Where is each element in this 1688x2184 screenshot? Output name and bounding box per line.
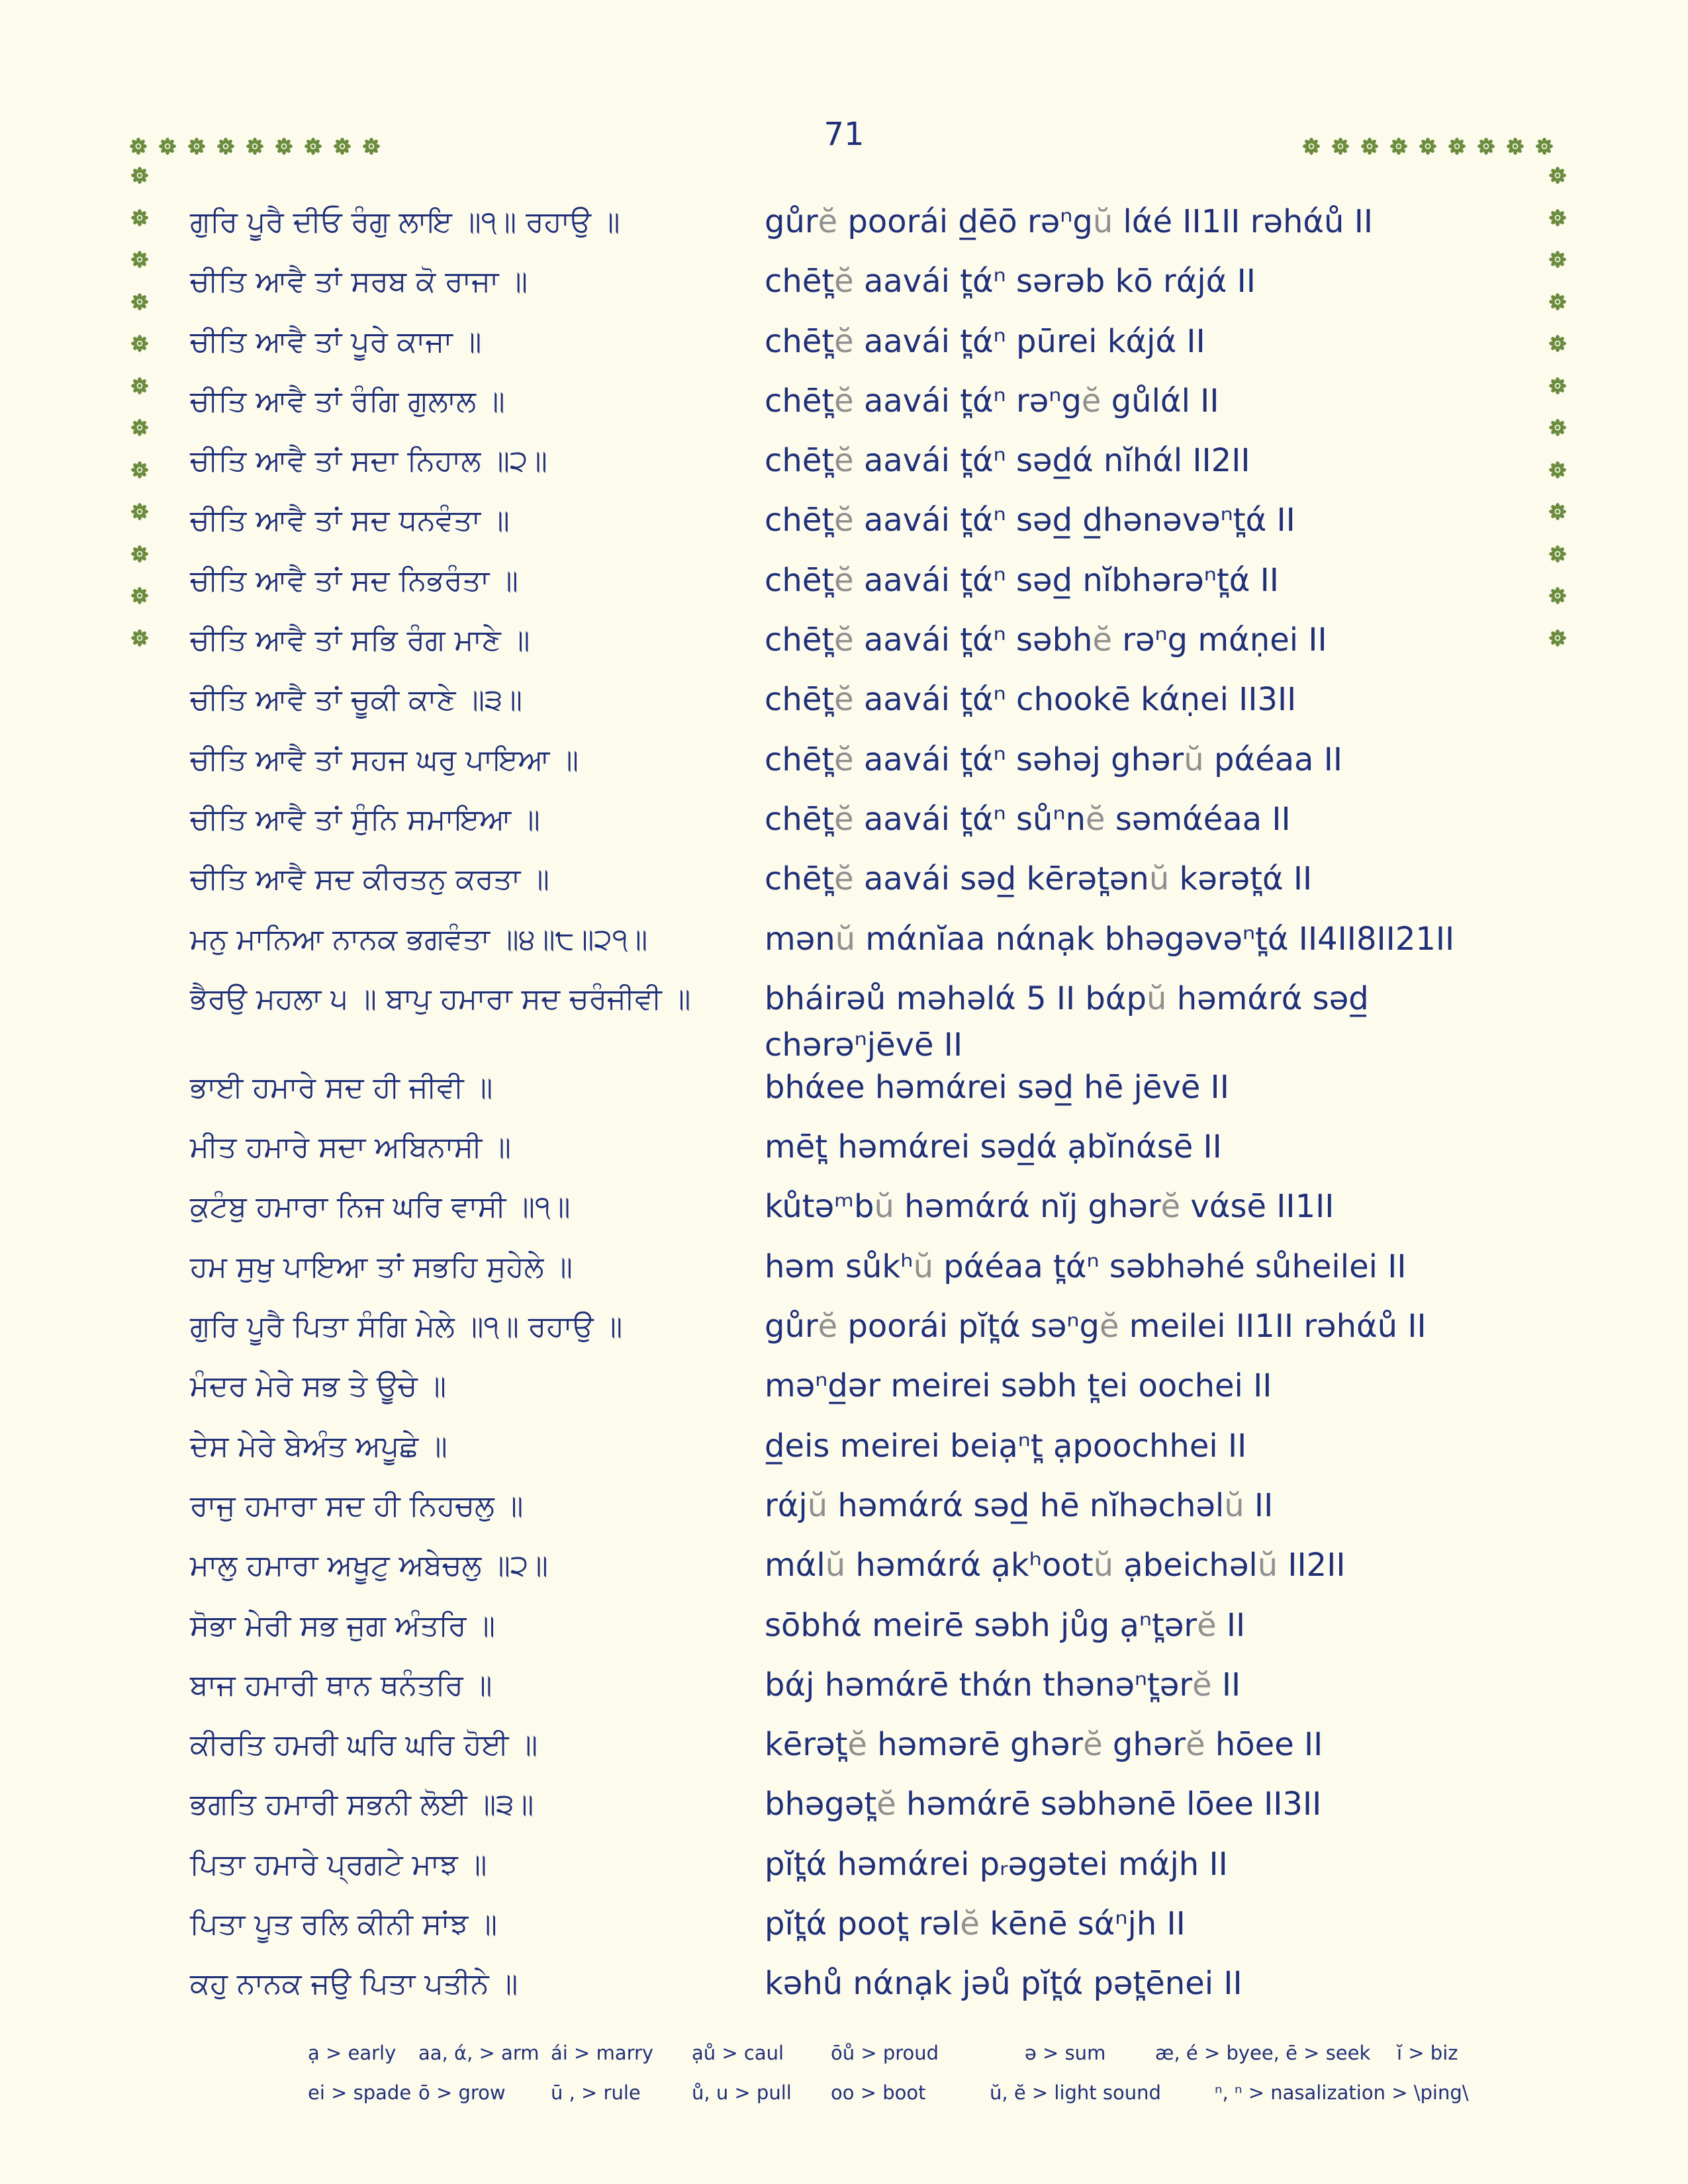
light-vowel: ĕ (834, 263, 854, 300)
light-vowel: ĕ (834, 561, 854, 599)
translit-segment: mēt̪ həmάrei səd̲ά ạbĭnάsē II (765, 1128, 1222, 1166)
light-vowel: ĕ (1186, 1726, 1205, 1764)
light-vowel: ŭ (1093, 1547, 1113, 1584)
transliteration-line (765, 1662, 1526, 1708)
legend-item: ái > marry (551, 2042, 654, 2064)
gurmukhi-line: ਚੀਤਿ ਆਵੈ ਤਾਂ ਰੰਗਿ ਗੁਲਾਲ ॥ (190, 384, 505, 418)
translit-segment: pĭt̪ά həmάrei pᵣəgətei mάjh II (765, 1845, 1228, 1883)
translit-segment: gůr (765, 1308, 818, 1345)
gurmukhi-line: ਮੰਦਰ ਮੇਰੇ ਸਭ ਤੇ ਊਚੇ ॥ (190, 1369, 447, 1404)
verse-row (0, 1662, 1688, 1721)
transliteration-line (765, 916, 1526, 962)
legend-item: æ, é > bye (1155, 2042, 1262, 2064)
transliteration-line (765, 318, 1526, 365)
translit-segment: gůr (765, 203, 818, 240)
verse-row (0, 1124, 1688, 1183)
transliteration-line (765, 1303, 1526, 1349)
light-vowel: ŭ (1257, 1547, 1278, 1584)
translit-segment: həmάrē səbhənē lōee II3II (896, 1786, 1322, 1823)
verse-row (0, 1423, 1688, 1482)
verse-row (0, 258, 1688, 318)
translit-segment: chēt̪ (765, 263, 835, 300)
light-vowel: ĕ (818, 1308, 838, 1345)
transliteration-line (765, 1423, 1526, 1469)
legend-item: ōů > proud (831, 2042, 939, 2064)
flower-ornament-icon (1419, 138, 1448, 167)
translit-segment: aavái t̪άⁿ səd̲ nĭbhərəⁿt̪ά II (853, 561, 1279, 599)
legend-item: ŭ, ĕ > light sound (990, 2081, 1161, 2104)
translit-segment: aavái t̪άⁿ chookē kάṇei II3II (853, 681, 1297, 719)
transliteration-line (765, 1244, 1526, 1290)
legend-item: ə > sum (1025, 2042, 1106, 2064)
verse-row (0, 1244, 1688, 1303)
translit-segment: chēt̪ (765, 681, 835, 719)
verse-row (0, 1183, 1688, 1243)
light-vowel: ŭ (1224, 1486, 1244, 1524)
flower-ornament-icon (217, 138, 246, 167)
verse-row (0, 497, 1688, 557)
translit-segment: aavái t̪άⁿ pūrei kάjά II (853, 322, 1205, 360)
light-vowel: ĕ (1081, 382, 1102, 420)
gurmukhi-line: ਗੁਰਿ ਪੂਰੈ ਪਿਤਾ ਸੰਗਿ ਮੇਲੇ ॥੧॥ ਰਹਾਉ ॥ (190, 1310, 623, 1344)
page-number: 71 (823, 116, 865, 153)
translit-segment: chēt̪ (765, 382, 835, 420)
translit-segment: bάj həmάrē thάn thənəⁿt̪ər (765, 1666, 1193, 1704)
translit-segment: pάéaa II (1203, 741, 1343, 778)
legend-row-2 (0, 2081, 1688, 2121)
gurmukhi-line: ਬਾਜ ਹਮਾਰੀ ਥਾਨ ਥਨੰਤਰਿ ॥ (190, 1668, 492, 1702)
gurmukhi-line: ਚੀਤਿ ਆਵੈ ਤਾਂ ਸਭਿ ਰੰਗ ਮਾਣੇ ॥ (190, 623, 530, 658)
translit-segment: gůlάl II (1101, 382, 1219, 420)
translit-segment: mən (765, 920, 835, 958)
light-vowel: ĕ (876, 1786, 896, 1823)
verse-row (0, 1482, 1688, 1542)
translit-segment: kərət̪ά II (1169, 860, 1313, 898)
translit-segment: kēnē sάⁿjh II (979, 1905, 1186, 1943)
translit-segment: kērət̪ (765, 1726, 848, 1764)
verse-row (0, 856, 1688, 915)
transliteration-line (765, 796, 1526, 842)
gurmukhi-line: ਪਿਤਾ ਪੂਤ ਰਲਿ ਕੀਨੀ ਸਾਂਝ ॥ (190, 1907, 498, 1942)
flower-ornament-icon (1477, 138, 1507, 167)
verse-row (0, 1602, 1688, 1662)
translit-segment: bhάee həmάrei səd̲ hē jēvē II (765, 1068, 1229, 1106)
verse-row (0, 437, 1688, 497)
gurmukhi-line: ਮਾਲੁ ਹਮਾਰਾ ਅਖੂਟੁ ਅਬੇਚਲੁ ॥੨॥ (190, 1549, 548, 1583)
translit-segment: sōbhά meirē səbh jůg ạⁿt̪ər (765, 1606, 1197, 1644)
gurmukhi-line: ਰਾਜੁ ਹਮਾਰਾ ਸਦ ਹੀ ਨਿਹਚਲੁ ॥ (190, 1488, 524, 1523)
light-vowel: ĕ (960, 1905, 980, 1943)
verse-row (0, 1721, 1688, 1781)
gurmukhi-line: ਕੀਰਤਿ ਹਮਰੀ ਘਰਿ ਘਰਿ ਹੋਈ ॥ (190, 1728, 538, 1762)
transliteration-line (765, 1542, 1526, 1588)
gurmukhi-line: ਚੀਤਿ ਆਵੈ ਤਾਂ ਸਰਬ ਕੋ ਰਾਜਾ ॥ (190, 265, 528, 299)
gurmukhi-line: ਪਿਤਾ ਹਮਾਰੇ ਪ੍ਰਗਟੇ ਮਾਝ ॥ (190, 1847, 487, 1882)
verse-row (0, 1960, 1688, 2020)
transliteration-line (765, 497, 1526, 543)
gurmukhi-line: ਚੀਤਿ ਆਵੈ ਤਾਂ ਸਹਜ ਘਰੁ ਪਾਇਆ ॥ (190, 743, 579, 777)
translit-segment: chēt̪ (765, 322, 835, 360)
translit-segment: II (1244, 1486, 1274, 1524)
gurmukhi-line: ਚੀਤਿ ਆਵੈ ਤਾਂ ਪੂਰੇ ਕਾਜਾ ॥ (190, 324, 482, 359)
translit-segment: məⁿd̲ər meirei səbh t̪ei oochei II (765, 1367, 1272, 1405)
flower-ornament-icon (188, 138, 217, 167)
verse-row (0, 617, 1688, 676)
translit-segment: chēt̪ (765, 561, 835, 599)
gurmukhi-line: ਚੀਤਿ ਆਵੈ ਤਾਂ ਸਦ ਧਨਵੰਤਾ ॥ (190, 504, 510, 538)
translit-segment: aavái t̪άⁿ səd̲ά nĭhάl II2II (853, 442, 1250, 480)
translit-segment: poorái d̲ēō rəⁿg (837, 203, 1093, 240)
light-vowel: ĕ (1192, 1666, 1212, 1704)
translit-segment: hōee II (1205, 1726, 1323, 1764)
legend-item: ei > spade (308, 2081, 412, 2104)
translit-segment: həmάrά səd̲ chərəⁿjēvē II (765, 979, 1369, 1064)
light-vowel: ĕ (1197, 1606, 1217, 1644)
translit-segment: chēt̪ (765, 502, 835, 539)
transliteration-line (765, 617, 1526, 663)
gurmukhi-line: ਚੀਤਿ ਆਵੈ ਤਾਂ ਚੂਕੀ ਕਾਣੇ ॥੩॥ (190, 683, 523, 717)
verse-row (0, 1841, 1688, 1901)
translit-segment: chēt̪ (765, 621, 835, 659)
translit-segment: mάl (765, 1547, 825, 1584)
transliteration-line (765, 199, 1526, 245)
translit-segment: pĭt̪ά poot̪ rəl (765, 1905, 961, 1943)
transliteration-line (765, 1064, 1526, 1111)
legend-item: ạ > early (308, 2042, 397, 2064)
flower-ornament-icon (1448, 138, 1477, 167)
translit-segment: həmάrά nĭj ghər (894, 1188, 1161, 1226)
transliteration-line (765, 378, 1526, 424)
transliteration-line (765, 258, 1526, 304)
transliteration-line (765, 1363, 1526, 1409)
translit-segment: pάéaa t̪άⁿ səbhəhé sůheilei II (933, 1248, 1407, 1285)
transliteration-line (765, 1183, 1526, 1230)
translit-segment: d̲eis meirei beiạⁿt̪ ạpoochhei II (765, 1427, 1247, 1465)
gurmukhi-line: ਚੀਤਿ ਆਵੈ ਤਾਂ ਸਦਾ ਨਿਹਾਲ ॥੨॥ (190, 444, 547, 478)
transliteration-line (765, 1721, 1526, 1768)
translit-segment: vάsē II1II (1180, 1188, 1335, 1226)
light-vowel: ĕ (834, 502, 854, 539)
flower-ornament-icon (1361, 138, 1390, 167)
transliteration-line (765, 1482, 1526, 1529)
light-vowel: ĕ (834, 681, 854, 719)
gurmukhi-line: ਕੁਟੰਬੁ ਹਮਾਰਾ ਨਿਜ ਘਰਿ ਵਾਸੀ ॥੧॥ (190, 1190, 571, 1224)
flower-ornament-icon (1536, 138, 1565, 167)
flower-ornament-icon (159, 138, 188, 167)
translit-segment: rάj (765, 1486, 808, 1524)
legend-item: oo > boot (831, 2081, 926, 2104)
light-vowel: ŭ (1147, 979, 1167, 1017)
transliteration-line (765, 737, 1526, 783)
flower-ornament-icon (246, 138, 275, 167)
translit-segment: aavái t̪άⁿ sůⁿn (853, 800, 1086, 838)
legend-item: ạů > caul (692, 2042, 784, 2064)
verse-row (0, 557, 1688, 617)
flower-ornament-icon (1390, 138, 1419, 167)
translit-segment: aavái t̪άⁿ səhəj ghər (853, 741, 1184, 778)
light-vowel: ŭ (874, 1188, 894, 1226)
transliteration-line (765, 437, 1526, 484)
flower-ornament-icon (130, 138, 159, 167)
gurmukhi-line: ਮਨੁ ਮਾਨਿਆ ਨਾਨਕ ਭਗਵੰਤਾ ॥੪॥੮॥੨੧॥ (190, 922, 648, 956)
gurmukhi-line: ਚੀਤਿ ਆਵੈ ਤਾਂ ਸਦ ਨਿਭਰੰਤਾ ॥ (190, 563, 518, 598)
light-vowel: ĕ (1086, 800, 1105, 838)
light-vowel: ĕ (847, 1726, 867, 1764)
verse-row (0, 378, 1688, 437)
verse-row (0, 916, 1688, 976)
flower-ornament-icon (305, 138, 334, 167)
gurmukhi-line: ਚੀਤਿ ਆਵੈ ਸਦ ਕੀਰਤਨੁ ਕਰਤਾ ॥ (190, 862, 549, 897)
gurmukhi-line: ਭੈਰਉ ਮਹਲਾ ੫ ॥ ਬਾਪੁ ਹਮਾਰਾ ਸਦ ਚਰੰਜੀਵੀ ॥ (190, 981, 691, 1016)
translit-segment: aavái səd̲ kērət̪ən (853, 860, 1149, 898)
flower-ornament-icon (1332, 138, 1361, 167)
flower-ornament-icon (275, 138, 305, 167)
translit-segment: ghər (1102, 1726, 1186, 1764)
translit-segment: chēt̪ (765, 860, 835, 898)
legend-item: aa, ά, > arm (418, 2042, 539, 2064)
flower-ornament-icon (363, 138, 392, 167)
legend-item: ū , > rule (551, 2081, 641, 2104)
translit-segment: aavái t̪άⁿ səd̲ d̲hənəvəⁿt̪ά II (853, 502, 1295, 539)
gurmukhi-line: ਭਾਈ ਹਮਾਰੇ ਸਦ ਹੀ ਜੀਵੀ ॥ (190, 1070, 493, 1105)
legend-item: ⁿ, ⁿ > nasalization > \ping\ (1215, 2081, 1469, 2104)
light-vowel: ĕ (834, 800, 854, 838)
flower-ornament-icon (1303, 138, 1332, 167)
light-vowel: ĕ (1160, 1188, 1181, 1226)
light-vowel: ĕ (834, 322, 854, 360)
legend-item: ů, u > pull (692, 2081, 792, 2104)
verse-row (0, 1064, 1688, 1124)
transliteration-line (765, 1781, 1526, 1827)
transliteration-line (765, 1841, 1526, 1888)
translit-segment: chēt̪ (765, 800, 835, 838)
translit-segment: həmərē ghər (867, 1726, 1084, 1764)
legend-row-1 (0, 2042, 1688, 2081)
legend-item: ee, ē > seek (1250, 2042, 1371, 2064)
light-vowel: ŭ (825, 1547, 846, 1584)
light-vowel: ĕ (818, 203, 838, 240)
transliteration-line (765, 557, 1526, 604)
verse-row (0, 1542, 1688, 1602)
translit-segment: II (1211, 1666, 1241, 1704)
verse-row (0, 1901, 1688, 1960)
verse-row (0, 796, 1688, 856)
transliteration-line (765, 1960, 1526, 2007)
translit-segment: mάnĭaa nάnạk bhəgəvəⁿt̪ά II4II8II21II (855, 920, 1455, 958)
verse-row (0, 1781, 1688, 1841)
verse-list (0, 199, 1688, 2021)
gurmukhi-line: ਹਮ ਸੁਖੁ ਪਾਇਆ ਤਾਂ ਸਭਹਿ ਸੁਹੇਲੇ ॥ (190, 1250, 573, 1284)
gurmukhi-line: ਭਗਤਿ ਹਮਾਰੀ ਸਭਨੀ ਲੋਈ ॥੩॥ (190, 1788, 534, 1822)
gurmukhi-line: ਦੇਸ ਮੇਰੇ ਬੇਅੰਤ ਅਪੂਛੇ ॥ (190, 1429, 447, 1463)
translit-segment: aavái t̪άⁿ səbh (853, 621, 1093, 659)
light-vowel: ĕ (834, 442, 854, 480)
translit-segment: ạbeichəl (1113, 1547, 1258, 1584)
verse-row (0, 976, 1688, 1064)
translit-segment: meilei II1II rəhάů II (1119, 1308, 1427, 1345)
translit-segment: kůtəᵐb (765, 1188, 874, 1226)
verse-row (0, 676, 1688, 736)
transliteration-line (765, 1901, 1526, 1947)
gurmukhi-line: ਸੋਭਾ ਮੇਰੀ ਸਭ ਜੁਗ ਅੰਤਰਿ ॥ (190, 1608, 496, 1643)
legend-item: ō > grow (418, 2081, 506, 2104)
transliteration-line (765, 676, 1526, 723)
gurmukhi-line: ਚੀਤਿ ਆਵੈ ਤਾਂ ਸੁੰਨਿ ਸਮਾਇਆ ॥ (190, 802, 540, 837)
verse-row (0, 737, 1688, 796)
translit-segment: səmάéaa II (1105, 800, 1291, 838)
light-vowel: ŭ (913, 1248, 934, 1285)
light-vowel: ŭ (1184, 741, 1204, 778)
translit-segment: rəⁿg mάṇei II (1112, 621, 1327, 659)
light-vowel: ĕ (834, 621, 854, 659)
translit-segment: aavái t̪άⁿ rəⁿg (853, 382, 1082, 420)
light-vowel: ŭ (1149, 860, 1170, 898)
translit-segment: həmάrά ạkʰoot (845, 1547, 1094, 1584)
translit-segment: həm sůkʰ (765, 1248, 914, 1285)
verse-row (0, 199, 1688, 258)
translit-segment: həmάrά səd̲ hē nĭhəchəl (827, 1486, 1225, 1524)
flower-ornament-icon (1507, 138, 1536, 167)
translit-segment: lάé II1II rəhάů II (1113, 203, 1374, 240)
legend-item: ĭ > biz (1397, 2042, 1458, 2064)
gurmukhi-line: ਗੁਰਿ ਪੂਰੈ ਦੀਓ ਰੰਗੁ ਲਾਇ ॥੧॥ ਰਹਾਉ ॥ (190, 205, 620, 239)
light-vowel: ŭ (1092, 203, 1113, 240)
light-vowel: ĕ (1092, 621, 1113, 659)
translit-segment: poorái pĭt̪ά səⁿg (837, 1308, 1100, 1345)
flower-ornament-icon (334, 138, 363, 167)
light-vowel: ĕ (1100, 1308, 1119, 1345)
gurmukhi-line: ਕਹੁ ਨਾਨਕ ਜਉ ਪਿਤਾ ਪਤੀਨੇ ॥ (190, 1967, 518, 2001)
transliteration-line (765, 856, 1526, 902)
verse-row (0, 1303, 1688, 1363)
verse-row (0, 1363, 1688, 1422)
translit-segment: chēt̪ (765, 741, 835, 778)
translit-segment: II (1216, 1606, 1246, 1644)
ornament-border-top-left (130, 138, 392, 167)
translit-segment: kəhů nάnạk jəů pĭt̪ά pət̪ēnei II (765, 1965, 1243, 2003)
translit-segment: aavái t̪άⁿ sərəb kō rάjά II (853, 263, 1256, 300)
transliteration-line (765, 1124, 1526, 1170)
translit-segment: bháirəů məhəlά 5 II bάp (765, 979, 1147, 1017)
light-vowel: ŭ (835, 920, 856, 958)
verse-row (0, 318, 1688, 378)
ornament-border-top-right (1303, 138, 1565, 167)
translit-segment: chēt̪ (765, 442, 835, 480)
gurmukhi-line: ਮੀਤ ਹਮਾਰੇ ਸਦਾ ਅਬਿਨਾਸੀ ॥ (190, 1130, 511, 1165)
translit-segment: II2II (1278, 1547, 1346, 1584)
pronunciation-legend (0, 2042, 1688, 2121)
light-vowel: ĕ (834, 741, 854, 778)
light-vowel: ĕ (834, 382, 854, 420)
light-vowel: ĕ (834, 860, 854, 898)
transliteration-line (765, 1602, 1526, 1649)
light-vowel: ĕ (1083, 1726, 1103, 1764)
transliteration-line (765, 976, 1526, 1068)
light-vowel: ŭ (807, 1486, 828, 1524)
translit-segment: bhəgət̪ (765, 1786, 877, 1823)
